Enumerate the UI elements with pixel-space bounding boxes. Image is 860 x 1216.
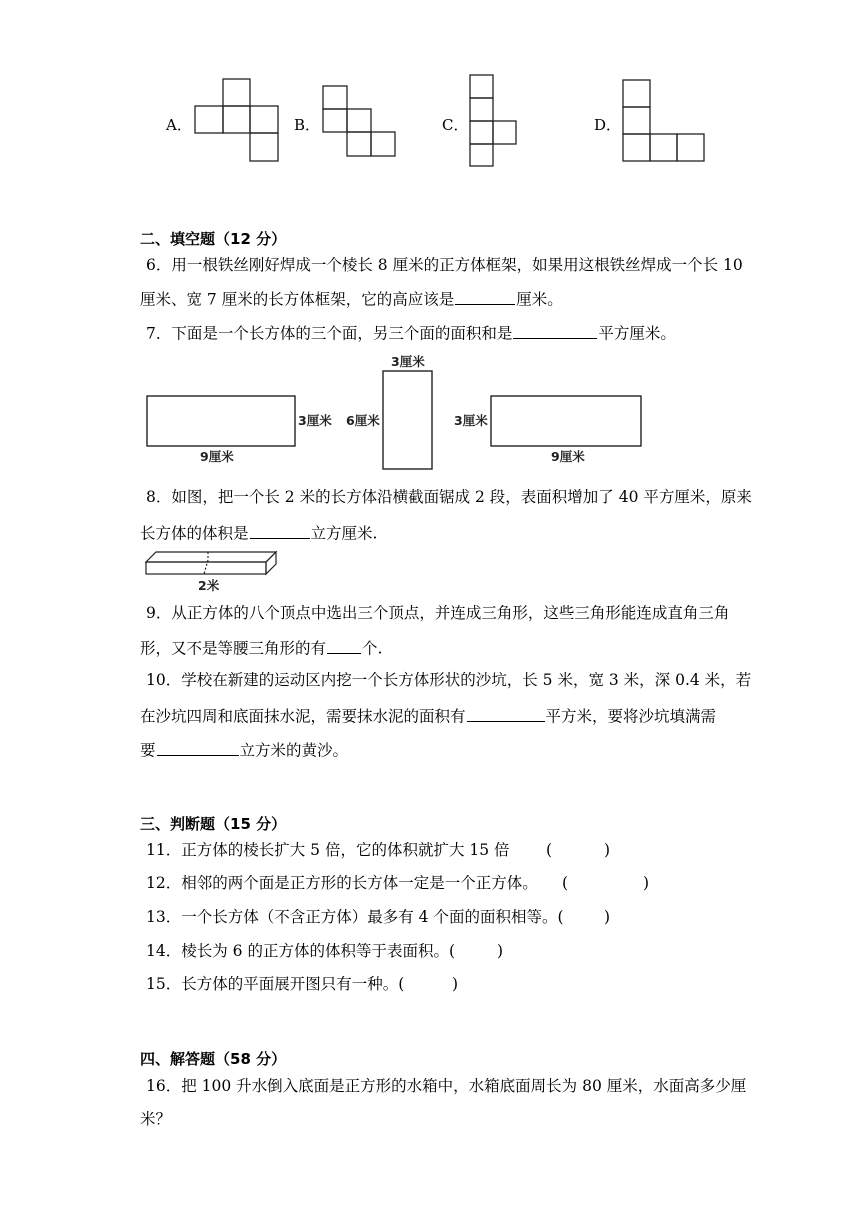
option-b-label: B．	[294, 116, 321, 134]
question-13-text: 13．一个长方体（不含正方体）最多有 4 个面的面积相等。(	[146, 908, 564, 926]
question-14-paren-close: )	[497, 942, 504, 960]
question-11	[146, 841, 510, 860]
option-d-net-figure	[622, 79, 706, 163]
face-rectangle-left	[147, 396, 295, 446]
question-11-answer-slot[interactable]	[556, 841, 604, 859]
option-c-label: C．	[442, 116, 469, 134]
question-10-line-3	[140, 739, 348, 760]
question-9-line-1: 9．从正方体的八个顶点中选出三个顶点，并连成三角形，这些三角形能连成直角三角	[146, 604, 730, 622]
section-4-heading: 四、解答题（58 分）	[140, 1050, 287, 1068]
label-top-3cm: 3厘米	[391, 354, 425, 369]
question-12-paren-close: )	[643, 874, 650, 892]
label-left-side-3cm: 3厘米	[298, 413, 332, 428]
question-14-text: 14．棱长为 6 的正方体的体积等于表面积。(	[146, 942, 455, 960]
question-9-text-b: 个.	[362, 639, 383, 658]
section-2-heading: 二、填空题（12 分）	[140, 230, 287, 248]
question-9-answer-blank[interactable]	[327, 637, 361, 654]
question-8-answer-blank[interactable]	[250, 522, 310, 539]
question-7-line-1	[146, 322, 676, 343]
option-c-net-figure	[469, 74, 521, 168]
question-7-text-b: 平方厘米。	[598, 324, 676, 343]
question-10-volume-blank[interactable]	[157, 739, 239, 756]
option-a-label: A．	[166, 116, 192, 134]
question-6-line-1: 6．用一根铁丝刚好焊成一个棱长 8 厘米的正方体框架，如果用这根铁丝焊成一个长 10	[146, 256, 743, 274]
question-12-answer-slot[interactable]	[572, 874, 642, 892]
question-6-text-a: 厘米、宽 7 厘米的长方体框架，它的高应该是	[140, 290, 455, 309]
question-10-area-blank[interactable]	[467, 705, 545, 722]
question-10-text-d: 立方米的黄沙。	[239, 741, 349, 760]
question-15-paren-close: )	[452, 975, 459, 993]
option-a-net-figure	[194, 78, 284, 164]
question-11-text: 11．正方体的棱长扩大 5 倍，它的体积就扩大 15 倍	[146, 841, 510, 859]
question-12-paren-open: (	[562, 874, 569, 892]
question-12-text: 12．相邻的两个面是正方形的长方体一定是一个正方体。	[146, 874, 538, 892]
section-3-heading: 三、判断题（15 分）	[140, 815, 287, 833]
question-10-line-1: 10．学校在新建的运动区内挖一个长方体形状的沙坑，长 5 米，宽 3 米，深 0.4 米，若	[146, 671, 752, 689]
option-b-net-figure	[322, 85, 398, 158]
label-bottom-left-9cm: 9厘米	[200, 449, 234, 464]
question-13-paren-close: )	[604, 908, 611, 926]
question-8-line-1: 8．如图，把一个长 2 米的长方体沿横截面锯成 2 段，表面积增加了 40 平方厘米，原来	[146, 488, 752, 506]
face-rectangle-middle	[383, 371, 432, 469]
question-8-text-a: 长方体的体积是	[140, 524, 249, 543]
question-11-paren-open: (	[546, 841, 553, 859]
question-6-line-2	[140, 288, 563, 309]
question-10-text-b: 平方米，要将沙坑填满需	[545, 707, 717, 726]
option-d-label: D．	[594, 116, 622, 134]
question-16-line-2: 米？	[140, 1110, 172, 1128]
question-14	[146, 942, 455, 961]
question-7-text-a: 7．下面是一个长方体的三个面，另三个面的面积和是	[146, 324, 513, 343]
question-8-line-2	[140, 522, 377, 543]
label-mid-left-6cm: 6厘米	[346, 413, 380, 428]
question-10-text-c: 要	[140, 741, 156, 760]
question-12	[146, 874, 538, 893]
face-rectangle-right	[491, 396, 641, 446]
question-6-answer-blank[interactable]	[455, 288, 515, 305]
cuboid-length-label: 2米	[198, 578, 220, 593]
question-13	[146, 908, 564, 927]
question-8-cuboid-figure	[142, 548, 282, 594]
question-15	[146, 975, 404, 994]
question-13-answer-slot[interactable]	[548, 908, 603, 926]
question-7-answer-blank[interactable]	[513, 322, 597, 339]
question-14-answer-slot[interactable]	[442, 942, 496, 960]
question-7-faces-figure	[140, 350, 660, 472]
question-16-line-1: 16．把 100 升水倒入底面是正方形的水箱中，水箱底面周长为 80 厘米，水面高多少厘	[146, 1077, 747, 1095]
question-10-line-2	[140, 705, 716, 726]
question-10-text-a: 在沙坑四周和底面抹水泥，需要抹水泥的面积有	[140, 707, 466, 726]
label-bottom-right-9cm: 9厘米	[551, 449, 585, 464]
question-8-text-b: 立方厘米.	[310, 524, 378, 543]
question-9-line-2	[140, 637, 382, 658]
question-9-text-a: 形，又不是等腰三角形的有	[140, 639, 327, 658]
question-6-text-b: 厘米。	[516, 290, 563, 309]
question-11-paren-close: )	[604, 841, 611, 859]
question-15-answer-slot[interactable]	[396, 975, 451, 993]
label-right-side-3cm: 3厘米	[454, 413, 488, 428]
question-15-text: 15．长方体的平面展开图只有一种。(	[146, 975, 405, 993]
